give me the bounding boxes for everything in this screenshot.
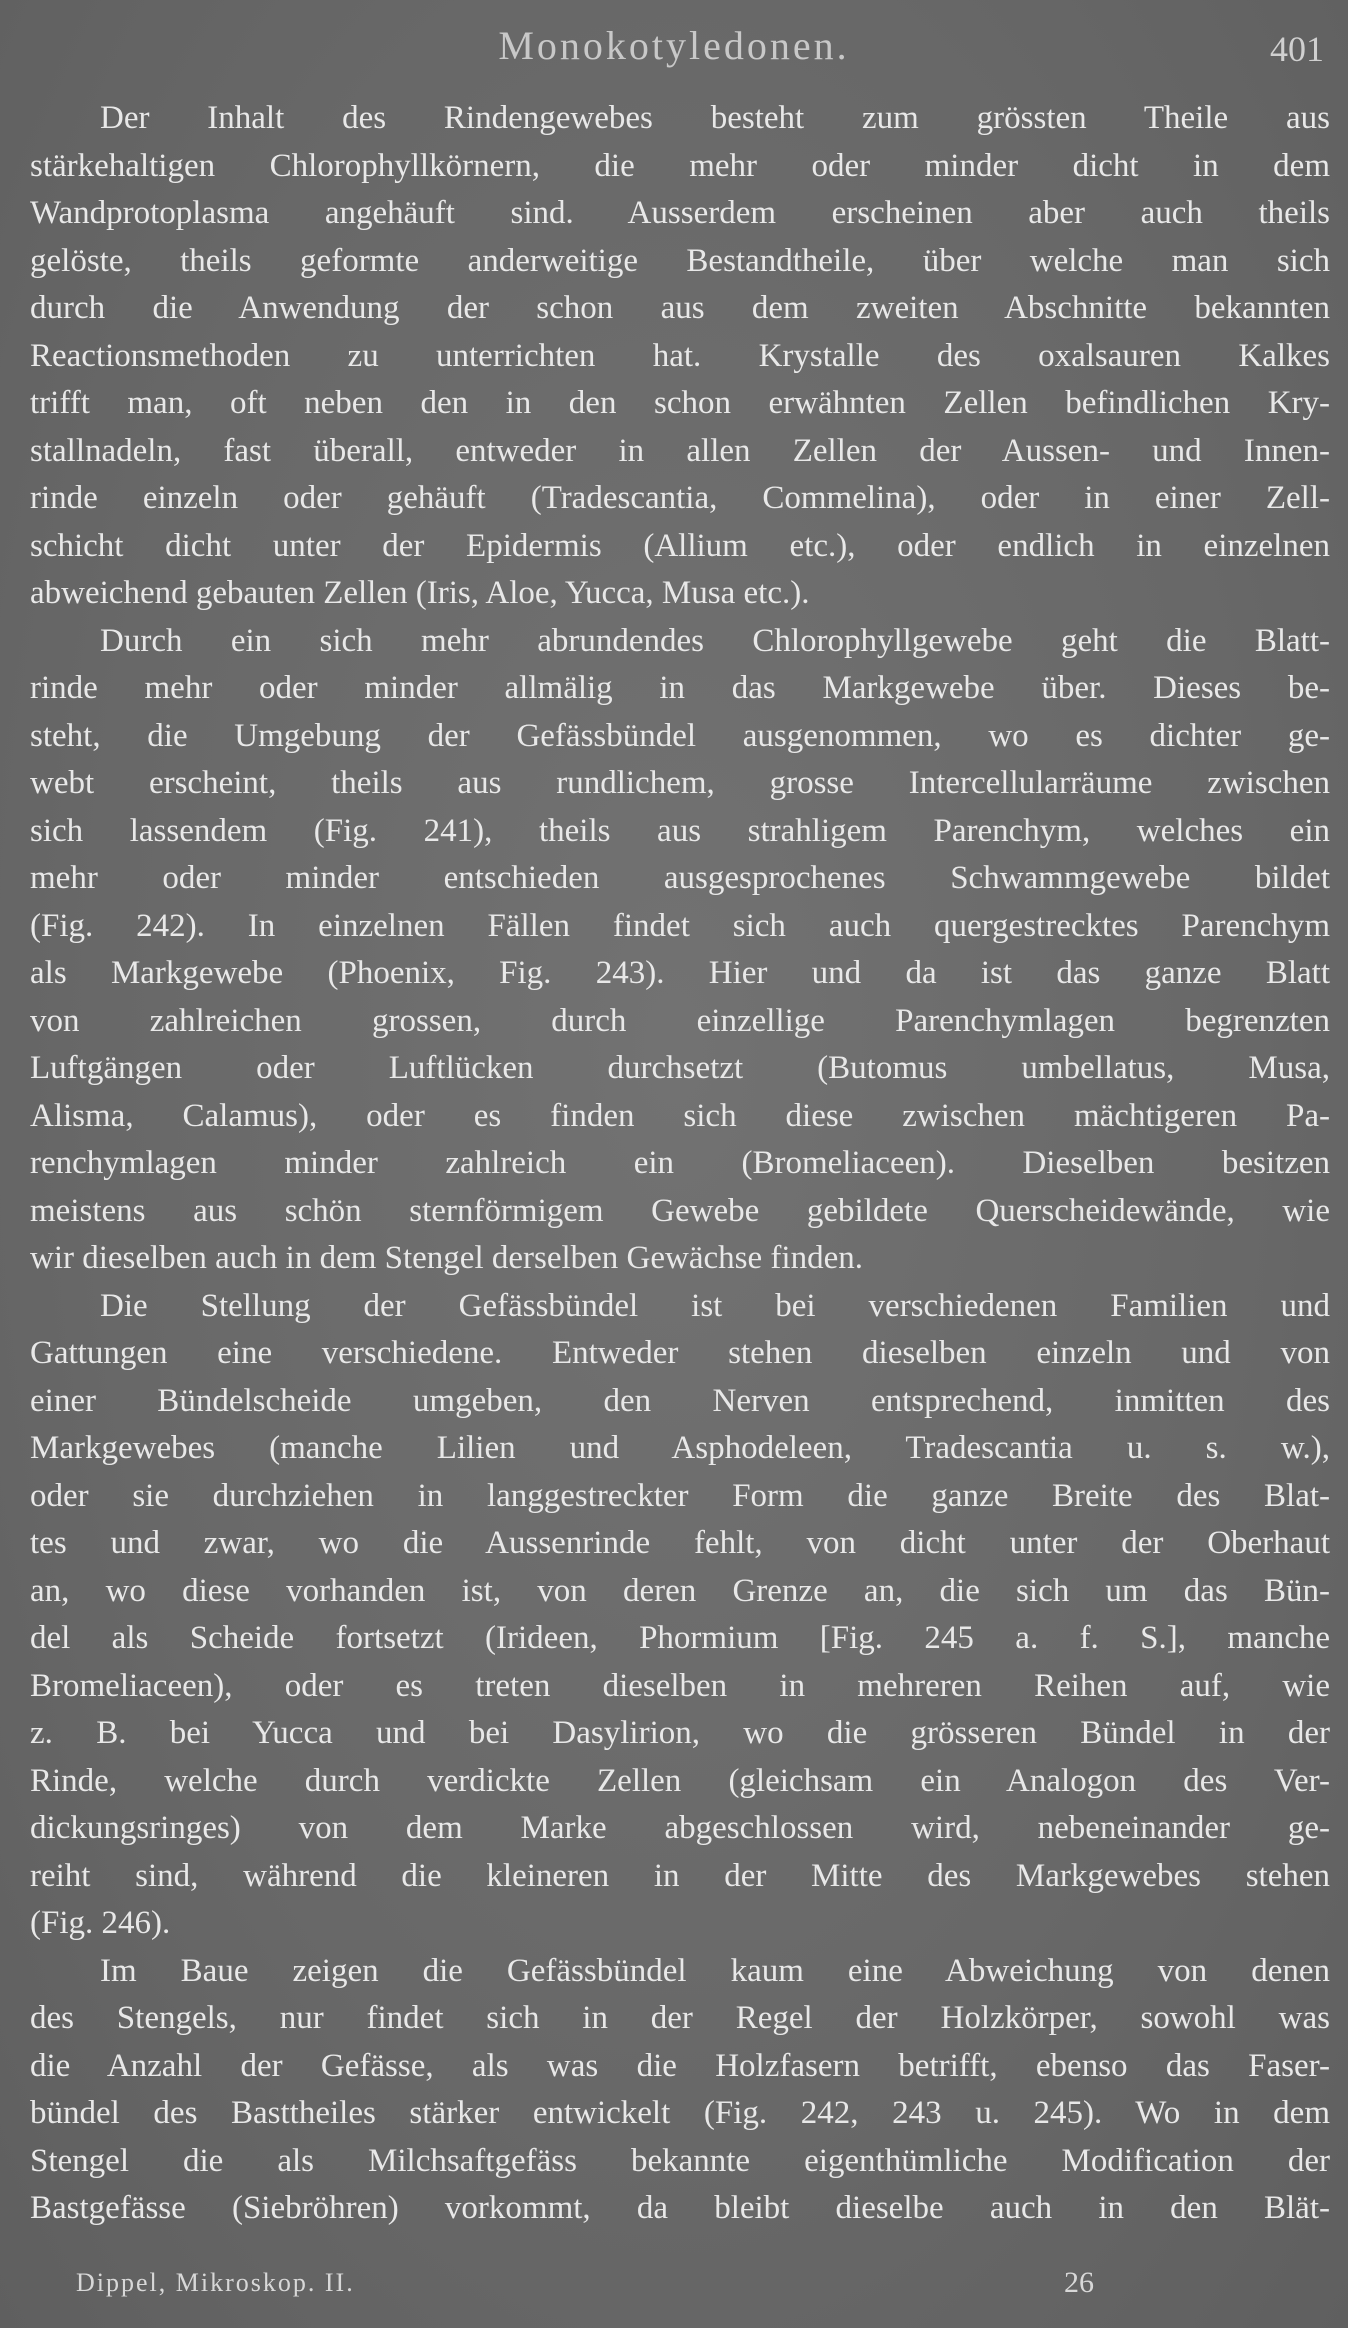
text-line: die Anzahl der Gefässe, als was die Holzfasern betrifft, ebenso das Faser-: [30, 2047, 1330, 2084]
text-line: Wandprotoplasma angehäuft sind. Ausserdem erscheinen aber auch theils: [30, 195, 1330, 231]
text-line: rinde einzeln oder gehäuft (Tradescantia, Commelina), oder in einer Zell-: [30, 480, 1330, 516]
text-line: Markgewebes (manche Lilien und Asphodeleen, Tradescantia u. s. w.),: [30, 1430, 1330, 1466]
text-line: des Stengels, nur findet sich in der Regel der Holzkörper, sowohl was: [30, 2000, 1330, 2036]
text-line: dickungsringes) von dem Marke abgeschlossen wird, nebeneinander ge-: [30, 1810, 1330, 1846]
text-line: trifft man, oft neben den in den schon erwähnten Zellen befindlichen Kry-: [30, 385, 1330, 421]
text-line: del als Scheide fortsetzt (Irideen, Phormium [Fig. 245 a. f. S.], manche: [30, 1620, 1330, 1656]
text-line: Die Stellung der Gefässbündel ist bei verschiedenen Familien und: [100, 1287, 1330, 1324]
text-line: Rinde, welche durch verdickte Zellen (gleichsam ein Analogon des Ver-: [30, 1762, 1330, 1799]
text-line: steht, die Umgebung der Gefässbündel ausgenommen, wo es dichter ge-: [30, 717, 1330, 754]
text-line: gelöste, theils geformte anderweitige Bestandtheile, über welche man sich: [30, 242, 1330, 279]
text-line: an, wo diese vorhanden ist, von deren Grenze an, die sich um das Bün-: [30, 1572, 1330, 1609]
paragraph-4: [30, 1948, 1330, 2233]
text-line: mehr oder minder entschieden ausgesprochenes Schwammgewebe bildet: [30, 860, 1330, 896]
text-line: tes und zwar, wo die Aussenrinde fehlt, von dicht unter der Oberhaut: [30, 1525, 1330, 1561]
text-line: stallnadeln, fast überall, entweder in allen Zellen der Aussen- und Innen-: [30, 432, 1330, 469]
text-line: Bromeliaceen), oder es treten dieselben in mehreren Reihen auf, wie: [30, 1667, 1330, 1704]
text-line: rinde mehr oder minder allmälig in das Markgewebe über. Dieses be-: [30, 670, 1330, 706]
text-line: wir dieselben auch in dem Stengel derselben Gewächse finden.: [30, 1240, 863, 1276]
page-number: 401: [1270, 29, 1324, 69]
text-line: Reactionsmethoden zu unterrichten hat. Krystalle des oxalsauren Kalkes: [30, 337, 1330, 374]
text-line: Der Inhalt des Rindengewebes besteht zum grössten Theile aus: [100, 100, 1330, 136]
paragraph-1: [30, 95, 1330, 618]
text-line: Stengel die als Milchsaftgefäss bekannte eigenthümliche Modification der: [30, 2142, 1330, 2179]
text-line: Gattungen eine verschiedene. Entweder stehen dieselben einzeln und von: [30, 1335, 1330, 1371]
text-line: oder sie durchziehen in langgestreckter Form die ganze Breite des Blat-: [30, 1477, 1330, 1514]
text-line: Bastgefässe (Siebröhren) vorkommt, da bleibt dieselbe auch in den Blät-: [30, 2190, 1330, 2226]
page-footer: [76, 2268, 1276, 2308]
text-line: Im Baue zeigen die Gefässbündel kaum eine Abweichung von denen: [100, 1952, 1330, 1989]
text-line: z. B. bei Yucca und bei Dasylirion, wo die grösseren Bündel in der: [30, 1715, 1330, 1751]
text-line: (Fig. 246).: [30, 1905, 171, 1941]
page-header: [0, 18, 1348, 78]
text-line: als Markgewebe (Phoenix, Fig. 243). Hier und da ist das ganze Blatt: [30, 955, 1330, 991]
signature-mark: 26: [1064, 2266, 1094, 2299]
text-line: (Fig. 242). In einzelnen Fällen findet sich auch quergestrecktes Parenchym: [30, 907, 1330, 944]
text-line: schicht dicht unter der Epidermis (Allium etc.), oder endlich in einzelnen: [30, 527, 1330, 564]
text-line: Alisma, Calamus), oder es finden sich diese zwischen mächtigeren Pa-: [30, 1097, 1330, 1134]
paragraph-2: [30, 618, 1330, 1283]
text-line: webt erscheint, theils aus rundlichem, grosse Intercellularräume zwischen: [30, 765, 1330, 801]
text-line: Durch ein sich mehr abrundendes Chlorophyllgewebe geht die Blatt-: [100, 622, 1330, 659]
text-line: sich lassendem (Fig. 241), theils aus strahligem Parenchym, welches ein: [30, 812, 1330, 849]
page-body: [30, 95, 1330, 2233]
text-line: stärkehaltigen Chlorophyllkörnern, die mehr oder minder dicht in dem: [30, 147, 1330, 184]
paragraph-3: [30, 1283, 1330, 1948]
footer-source: Dippel, Mikroskop. II.: [76, 2268, 355, 2297]
text-line: reiht sind, während die kleineren in der Mitte des Markgewebes stehen: [30, 1857, 1330, 1894]
text-line: Luftgängen oder Luftlücken durchsetzt (Butomus umbellatus, Musa,: [30, 1050, 1330, 1086]
text-line: bündel des Basttheiles stärker entwickelt (Fig. 242, 243 u. 245). Wo in dem: [30, 2095, 1330, 2131]
text-line: meistens aus schön sternförmigem Gewebe gebildete Querscheidewände, wie: [30, 1192, 1330, 1229]
text-line: von zahlreichen grossen, durch einzellige Parenchymlagen begrenzten: [30, 1002, 1330, 1039]
text-line: abweichend gebauten Zellen (Iris, Aloe, Yucca, Musa etc.).: [30, 575, 810, 611]
text-line: einer Bündelscheide umgeben, den Nerven entsprechend, inmitten des: [30, 1382, 1330, 1419]
running-title: Monokotyledonen.: [498, 23, 850, 68]
text-line: durch die Anwendung der schon aus dem zweiten Abschnitte bekannten: [30, 290, 1330, 326]
text-line: renchymlagen minder zahlreich ein (Bromeliaceen). Dieselben besitzen: [30, 1145, 1330, 1181]
